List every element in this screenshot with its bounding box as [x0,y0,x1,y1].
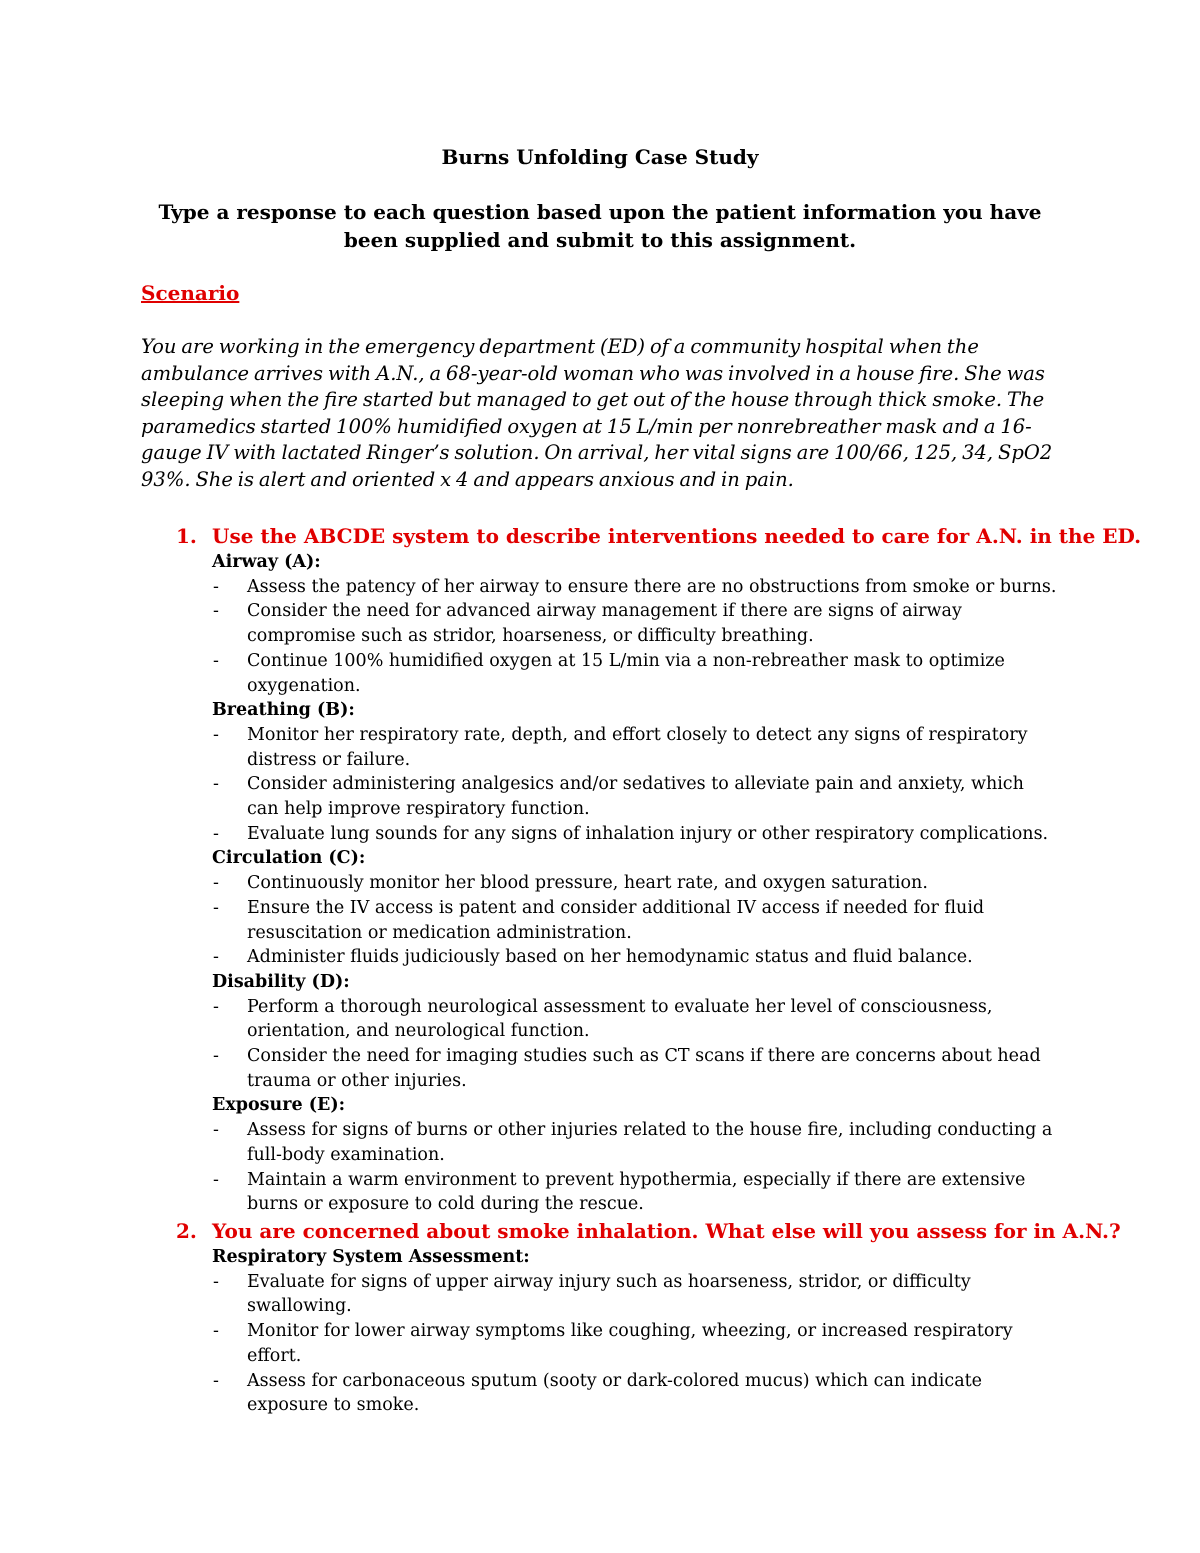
bullet-marker: - [213,1120,219,1141]
document-title: Burns Unfolding Case Study [441,145,759,169]
bullet-marker: - [213,947,219,968]
section-label: Airway (A): [212,552,321,572]
questions-list [176,522,1142,1418]
bullet-item [176,896,1057,945]
instructions: Type a response to each question based upon the patient information you have been supplied and submit to this assignment. [158,200,1042,252]
question-number: 1. [176,524,197,548]
section-label: Circulation (C): [212,848,366,869]
bullet-item [176,599,1057,648]
bullet-item [176,1369,1057,1418]
bullet-item [176,1270,1057,1319]
bullet-text: Monitor her respiratory rate, depth, and effort closely to detect any signs of respiratory distress or failure. [247,724,1028,770]
bullet-text: Consider the need for imaging studies such as CT scans if there are concerns about head trauma or other injuries. [247,1046,1041,1091]
question-text: Use the ABCDE system to describe interventions needed to care for A.N. in the ED. [212,524,1142,548]
bullet-marker: - [213,823,219,844]
question-1 [176,522,1142,550]
bullet-marker: - [213,650,219,671]
bullet-marker: - [213,873,219,894]
bullet-marker: - [213,576,219,597]
bullet-item [176,995,1057,1044]
bullet-text: Evaluate for signs of upper airway injury such as hoarseness, stridor, or difficulty swallowing. [247,1271,971,1317]
bullet-marker: - [213,601,219,622]
bullet-text: Continuously monitor her blood pressure, heart rate, and oxygen saturation. [247,873,928,894]
bullet-text: Continue 100% humidified oxygen at 15 L/min via a non-rebreather mask to optimize oxygenation. [247,650,1005,696]
bullet-text: Assess for signs of burns or other injuries related to the house fire, including conducting a full-body examination. [247,1120,1053,1165]
bullet-text: Perform a thorough neurological assessment to evaluate her level of consciousness, orientation, and neurological function. [247,996,993,1042]
bullet-marker: - [213,1169,219,1190]
scenario-text: You are working in the emergency department (ED) of a community hospital when the ambulance arrives with A.N., a 68-year-old woman who was involved in a house fire. She was sleeping when the fire started but managed to get out of the house through thick smoke. The paramedics started 100% humidified oxygen at 15 L/min per nonrebreather mask and a 16-gauge IV with lactated Ringer’s solution. On arrival, her vital signs are 100/66, 125, 34, SpO2 93%. She is alert and oriented x 4 and appears anxious and in pain. [141,335,1053,491]
bullet-item [176,1319,1057,1368]
bullet-item [176,945,1057,970]
bullet-text: Assess the patency of her airway to ensure there are no obstructions from smoke or burns. [247,576,1057,597]
bullet-item [176,1168,1057,1217]
bullet-text: Assess for carbonaceous sputum (sooty or dark-colored mucus) which can indicate exposure to smoke. [247,1370,983,1416]
bullet-item [176,723,1057,772]
bullet-item [176,772,1057,821]
bullet-text: Maintain a warm environment to prevent hypothermia, especially if there are extensive burns or exposure to cold during the rescue. [247,1169,1026,1215]
bullet-marker: - [213,996,219,1017]
question-number: 2. [176,1218,197,1243]
bullet-marker: - [213,1370,219,1391]
bullet-text: Monitor for lower airway symptoms like coughing, wheezing, or increased respiratory effort. [247,1321,1013,1366]
bullet-marker: - [213,774,219,795]
section-label: Disability (D): [212,971,350,992]
bullet-item [176,1044,1057,1093]
scenario-heading: Scenario [141,281,240,305]
bullet-text: Consider administering analgesics and/or sedatives to alleviate pain and anxiety, which can help improve respiratory function. [247,774,1024,820]
section-label: Respiratory System Assessment: [212,1246,530,1267]
section-label: Exposure (E): [212,1095,346,1116]
bullet-text: Ensure the IV access is patent and consider additional IV access if needed for fluid resuscitation or medication administration. [247,897,985,943]
bullet-item [176,649,1057,698]
bullet-item [176,871,1057,896]
bullet-marker: - [213,1321,219,1342]
bullet-marker: - [213,1046,219,1067]
bullet-marker: - [213,724,219,745]
bullet-text: Consider the need for advanced airway management if there are signs of airway compromise such as stridor, hoarseness, or difficulty breathing. [247,601,962,647]
bullet-item [176,822,1057,847]
bullet-text: Administer fluids judiciously based on her hemodynamic status and fluid balance. [247,947,973,968]
bullet-marker: - [213,897,219,918]
section-label: Breathing (B): [212,700,355,721]
bullet-item [176,575,1057,600]
bullet-text: Evaluate lung sounds for any signs of inhalation injury or other respiratory complications. [247,823,1049,844]
question-2 [176,1217,1121,1245]
bullet-marker: - [213,1271,219,1292]
bullet-item [176,1118,1057,1167]
question-text: You are concerned about smoke inhalation. What else will you assess for in A.N.? [212,1218,1121,1243]
